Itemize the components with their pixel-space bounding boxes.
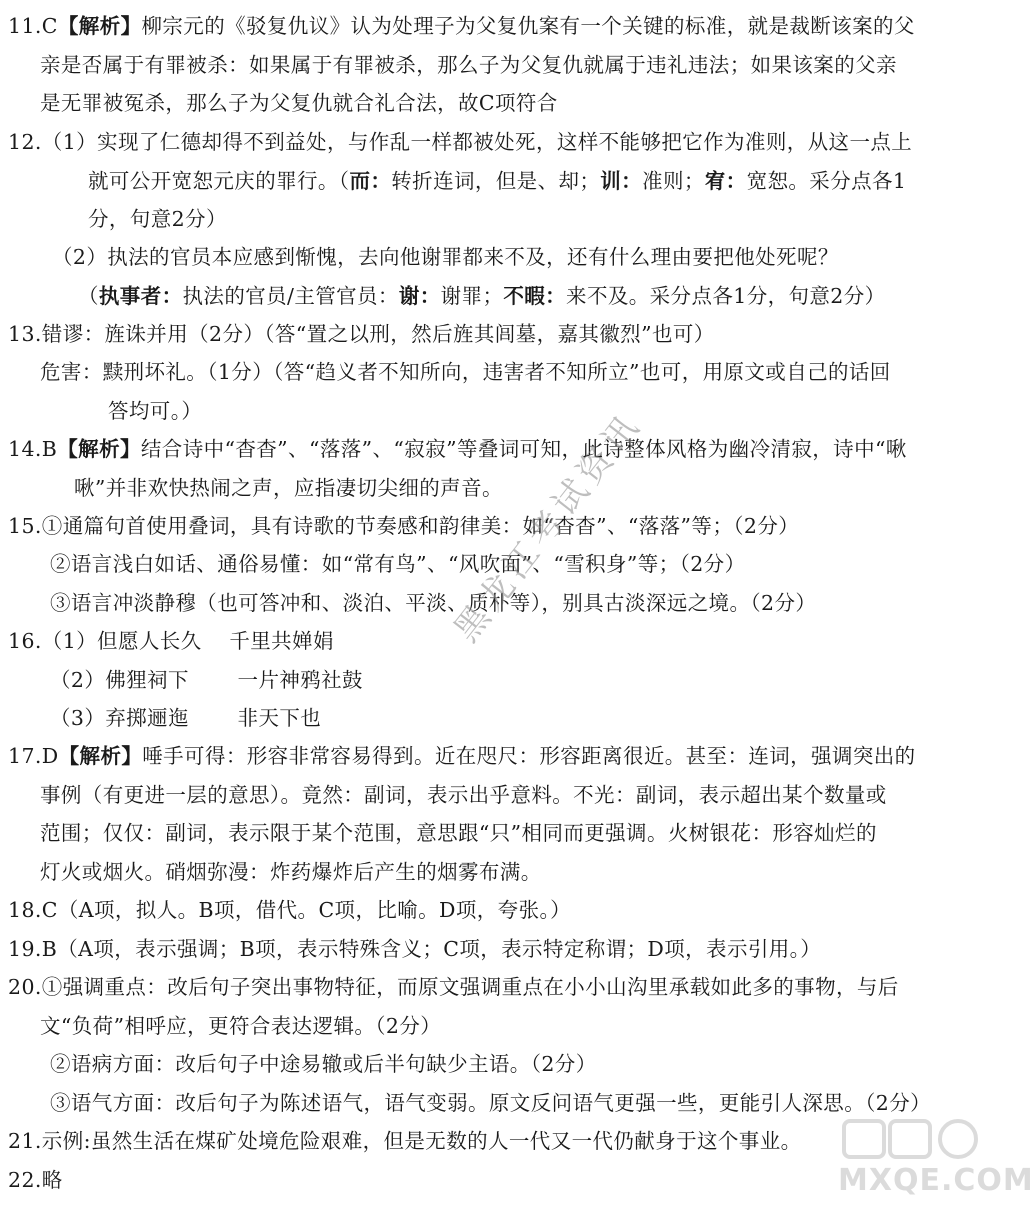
text-run: 是无罪被冤杀，那么子为父复仇就合礼合法，故C项符合	[40, 91, 558, 115]
text-run: 13.错谬：旌诛并用（2分）（答“置之以刑，然后旌其闾墓，嘉其徽烈”也可）	[8, 322, 715, 346]
text-line	[74, 474, 503, 502]
bold-term: 谢：	[398, 284, 441, 308]
logo-graphic-icon	[838, 1115, 988, 1165]
text-run: 啾”并非欢快热闹之声，应指凄切尖细的声音。	[74, 476, 503, 500]
text-run: 12.（1）实现了仁德却得不到益处，与作乱一样都被处死，这样不能够把它作为准则，从这一点上	[8, 130, 913, 154]
text-run: 14.B	[8, 437, 58, 461]
text-line	[40, 819, 877, 847]
text-run: 20.①强调重点：改后句子突出事物特征，而原文强调重点在小小山沟里承载如此多的事物，与后	[8, 975, 899, 999]
text-line	[40, 89, 558, 117]
text-line	[50, 589, 816, 617]
text-line	[88, 205, 227, 233]
text-line	[8, 973, 899, 1001]
text-line	[8, 742, 916, 770]
text-run: 18.C（A项，拟人。B项，借代。C项，比喻。D项，夸张。）	[8, 898, 572, 922]
bold-term: 而：	[349, 169, 392, 193]
text-run: ③语气方面：改后句子为陈述语气，语气变弱。原文反问语气更强一些，更能引人深思。（2分）	[50, 1091, 931, 1115]
text-run: 分，句意2分）	[88, 207, 227, 231]
bold-term: 训：	[600, 169, 643, 193]
text-line	[108, 397, 202, 425]
text-run: 答均可。）	[108, 399, 203, 423]
bold-term: 执事者：	[98, 284, 183, 308]
text-run: ②语病方面：改后句子中途易辙或后半句缺少主语。（2分）	[50, 1052, 597, 1076]
bold-term: 不暇：	[503, 284, 567, 308]
watermark-text: 黑龙江考试资讯	[446, 404, 651, 650]
text-line	[8, 935, 821, 963]
text-line	[40, 358, 891, 386]
text-line	[8, 320, 715, 348]
text-run: 结合诗中“杳杳”、“落落”、“寂寂”等叠词可知，此诗整体风格为幽冷清寂，诗中“啾	[140, 437, 907, 461]
bold-term: 宥：	[704, 169, 747, 193]
text-line	[8, 512, 799, 540]
bold-term: 【解析】	[58, 744, 143, 768]
bold-term: 【解析】	[57, 14, 142, 38]
text-line	[40, 858, 542, 886]
text-line	[8, 12, 915, 40]
text-line	[40, 51, 897, 79]
text-line	[40, 781, 887, 809]
text-run: 谢罪；	[440, 284, 504, 308]
text-run: 唾手可得：形容非常容易得到。近在咫尺：形容距离很近。甚至：连词，强调突出的	[142, 744, 916, 768]
text-line	[8, 1127, 802, 1155]
text-run: 来不及。采分点各1分，句意2分）	[566, 284, 886, 308]
text-run: 执法的官员/主管官员：	[182, 284, 399, 308]
text-run: 宽恕。采分点各1	[746, 169, 907, 193]
bold-term: 【解析】	[57, 437, 141, 461]
text-run: 15.①通篇句首使用叠词，具有诗歌的节奏感和韵律美：如“杳杳”、“落落”等；（2分）	[8, 514, 800, 538]
logo-label: MXQE.COM	[838, 1163, 1034, 1198]
site-logo	[838, 1115, 1034, 1201]
text-run: 17.D	[8, 744, 59, 768]
text-line	[8, 435, 907, 463]
text-run: 范围；仅仅：副词，表示限于某个范围，意思跟“只”相同而更强调。火树银花：形容灿烂的	[40, 821, 877, 845]
text-run: 19.B（A项，表示强调；B项，表示特殊含义；C项，表示特定称谓；D项，表示引用。）	[8, 937, 822, 961]
text-run: 21.示例:虽然生活在煤矿处境危险艰难，但是无数的人一代又一代仍献身于这个事业。	[8, 1129, 802, 1153]
text-line	[50, 550, 745, 578]
text-run: 22.略	[8, 1168, 63, 1192]
text-run: （2）执法的官员本应感到惭愧，去向他谢罪都来不及，还有什么理由要把他处死呢？	[52, 245, 839, 269]
text-line	[50, 1089, 931, 1117]
text-run: ②语言浅白如话、通俗易懂：如“常有鸟”、“风吹面”、“雪积身”等；（2分）	[50, 552, 746, 576]
text-line	[52, 243, 839, 271]
text-line	[8, 627, 334, 655]
text-run: 16.（1）但愿人长久 千里共婵娟	[8, 629, 334, 653]
text-run: ③语言冲淡静穆（也可答冲和、淡泊、平淡、质朴等），别具古淡深远之境。（2分）	[50, 591, 817, 615]
text-run: 文“负荷”相呼应，更符合表达逻辑。（2分）	[40, 1014, 442, 1038]
text-run: （2）佛狸祠下 一片神鸦社鼓	[50, 668, 363, 692]
text-run: 灯火或烟火。硝烟弥漫：炸药爆炸后产生的烟雾布满。	[40, 860, 542, 884]
text-run: 就可公开宽恕元庆的罪行。（	[88, 169, 350, 193]
text-run: （3）弃掷逦迤 非天下也	[50, 706, 322, 730]
text-run: 亲是否属于有罪被杀：如果属于有罪被杀，那么子为父复仇就属于违礼违法；如果该案的父亲	[40, 53, 897, 77]
text-line	[50, 704, 321, 732]
text-line	[8, 1166, 63, 1194]
text-run: 柳宗元的《驳复仇议》认为处理子为父复仇案有一个关键的标准，就是裁断该案的父	[141, 14, 915, 38]
text-run: （	[78, 284, 99, 308]
text-run: 事例（有更进一层的意思）。竟然：副词，表示出乎意料。不光：副词，表示超出某个数量或	[40, 783, 887, 807]
text-run: 准则；	[642, 169, 705, 193]
text-line	[40, 1012, 441, 1040]
text-run: 危害：黩刑坏礼。（1分）（答“趋义者不知所向，违害者不知所立”也可，用原文或自己的话回	[40, 360, 891, 384]
text-line	[78, 282, 886, 310]
text-run: 转折连词，但是、却；	[391, 169, 601, 193]
text-line	[88, 167, 906, 195]
text-line	[8, 128, 912, 156]
text-line	[8, 896, 571, 924]
text-run: 11.C	[8, 14, 58, 38]
text-line	[50, 666, 363, 694]
text-line	[50, 1050, 597, 1078]
